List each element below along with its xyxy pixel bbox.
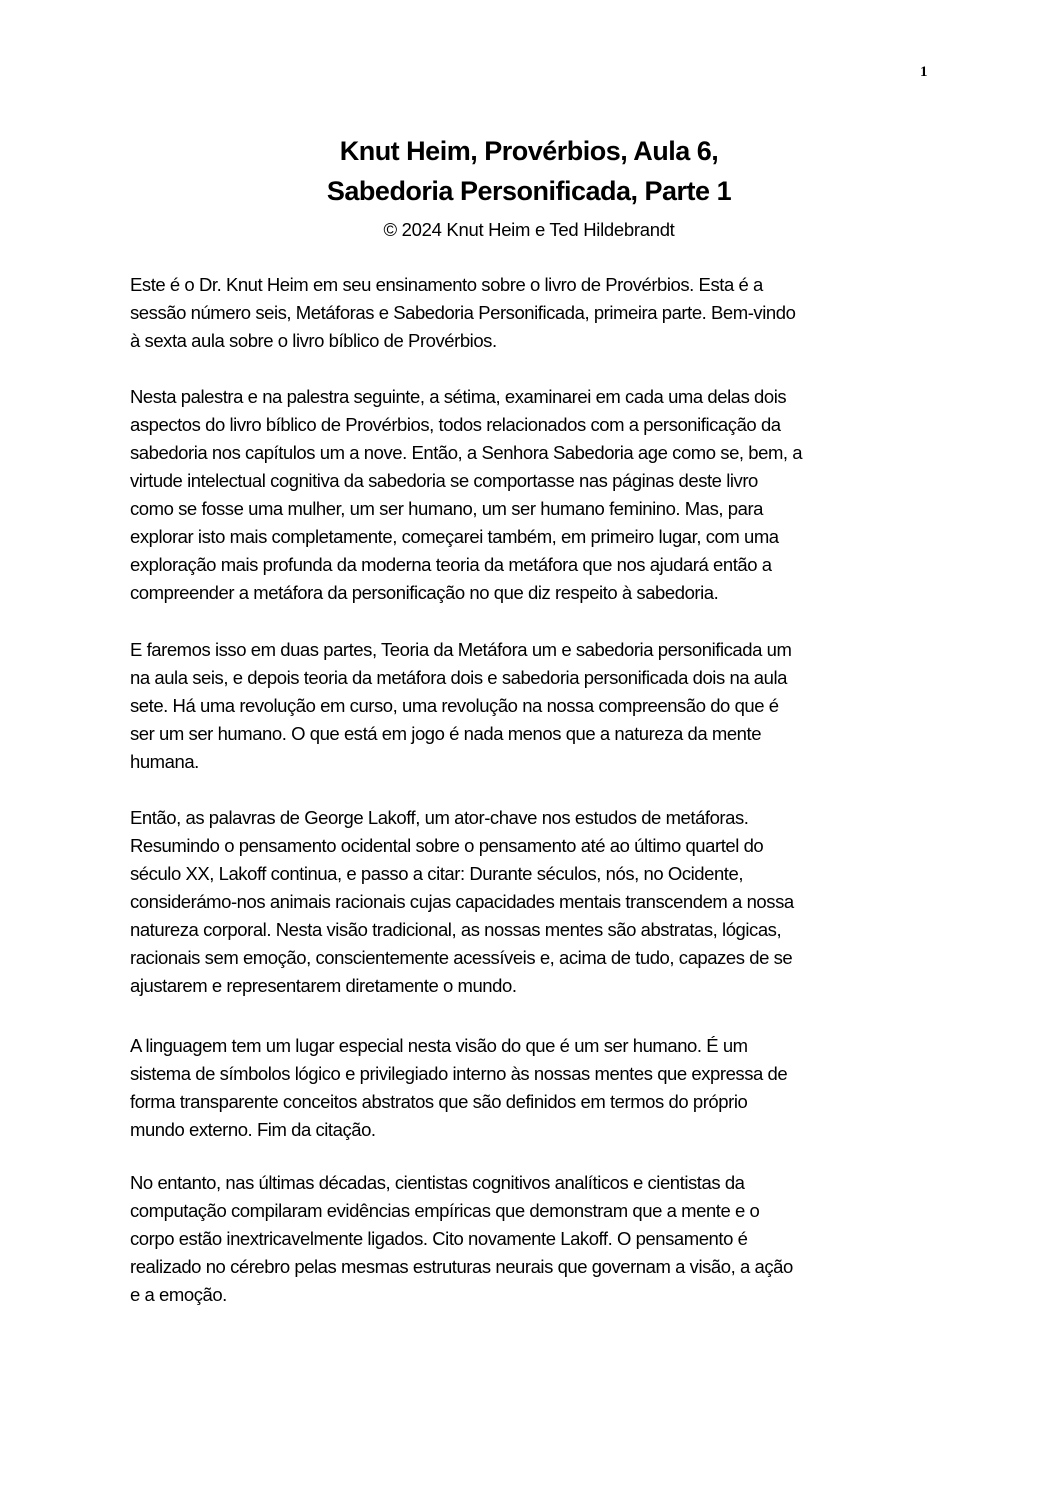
text-line: sabedoria nos capítulos um a nove. Então, a Senhora Sabedoria age como se, bem, a bbox=[130, 442, 803, 463]
text-line: forma transparente conceitos abstratos que são definidos em termos do próprio bbox=[130, 1091, 748, 1112]
text-line: No entanto, nas últimas décadas, cientistas cognitivos analíticos e cientistas da bbox=[130, 1172, 745, 1193]
text-line: explorar isto mais completamente, começarei também, em primeiro lugar, com uma bbox=[130, 526, 779, 547]
text-line: compreender a metáfora da personificação no que diz respeito à sabedoria. bbox=[130, 582, 719, 603]
title-line-1: Knut Heim, Provérbios, Aula 6, bbox=[339, 136, 719, 166]
text-line: exploração mais profunda da moderna teoria da metáfora que nos ajudará então a bbox=[130, 554, 772, 575]
paragraph bbox=[130, 1169, 793, 1309]
paragraph bbox=[130, 383, 802, 607]
text-line: Resumindo o pensamento ocidental sobre o pensamento até ao último quartel do bbox=[130, 835, 764, 856]
text-line: Este é o Dr. Knut Heim em seu ensinamento sobre o livro de Provérbios. Esta é a bbox=[130, 274, 763, 295]
text-line: virtude intelectual cognitiva da sabedoria se comportasse nas páginas deste livro bbox=[130, 470, 758, 491]
text-line: A linguagem tem um lugar especial nesta visão do que é um ser humano. É um bbox=[130, 1035, 748, 1056]
text-line: natureza corporal. Nesta visão tradicional, as nossas mentes são abstratas, lógicas, bbox=[130, 919, 782, 940]
copyright: © 2024 Knut Heim e Ted Hildebrandt bbox=[383, 219, 675, 240]
text-line: sete. Há uma revolução em curso, uma revolução na nossa compreensão do que é bbox=[130, 695, 779, 716]
paragraph bbox=[130, 804, 794, 1000]
text-line: ser um ser humano. O que está em jogo é nada menos que a natureza da mente bbox=[130, 723, 762, 744]
paragraph bbox=[130, 1032, 787, 1144]
text-line: aspectos do livro bíblico de Provérbios, todos relacionados com a personificação da bbox=[130, 414, 781, 435]
text-line: na aula seis, e depois teoria da metáfora dois e sabedoria personificada dois na aula bbox=[130, 667, 787, 688]
text-line: sessão número seis, Metáforas e Sabedoria Personificada, primeira parte. Bem-vindo bbox=[130, 302, 796, 323]
text-line: corpo estão inextricavelmente ligados. Cito novamente Lakoff. O pensamento é bbox=[130, 1228, 748, 1249]
text-line: sistema de símbolos lógico e privilegiado interno às nossas mentes que expressa de bbox=[130, 1063, 788, 1084]
text-line: Então, as palavras de George Lakoff, um ator-chave nos estudos de metáforas. bbox=[130, 807, 749, 828]
text-line: considerámo-nos animais racionais cujas capacidades mentais transcendem a nossa bbox=[130, 891, 794, 912]
text-line: e a emoção. bbox=[130, 1284, 227, 1305]
text-line: racionais sem emoção, conscientemente acessíveis e, acima de tudo, capazes de se bbox=[130, 947, 793, 968]
text-line: ajustarem e representarem diretamente o mundo. bbox=[130, 975, 517, 996]
text-line: como se fosse uma mulher, um ser humano, um ser humano feminino. Mas, para bbox=[130, 498, 763, 519]
text-line: computação compilaram evidências empíricas que demonstram que a mente e o bbox=[130, 1200, 760, 1221]
text-line: mundo externo. Fim da citação. bbox=[130, 1119, 376, 1140]
paragraph bbox=[130, 636, 791, 776]
page-number: 1 bbox=[920, 64, 928, 80]
text-line: realizado no cérebro pelas mesmas estruturas neurais que governam a visão, a ação bbox=[130, 1256, 793, 1277]
text-line: à sexta aula sobre o livro bíblico de Provérbios. bbox=[130, 330, 497, 351]
paragraph bbox=[130, 271, 795, 355]
text-line: humana. bbox=[130, 751, 199, 772]
text-line: Nesta palestra e na palestra seguinte, a sétima, examinarei em cada uma delas dois bbox=[130, 386, 787, 407]
title-line-2: Sabedoria Personificada, Parte 1 bbox=[326, 176, 732, 206]
text-line: E faremos isso em duas partes, Teoria da Metáfora um e sabedoria personificada um bbox=[130, 639, 792, 660]
text-line: século XX, Lakoff continua, e passo a citar: Durante séculos, nós, no Ocidente, bbox=[130, 863, 744, 884]
